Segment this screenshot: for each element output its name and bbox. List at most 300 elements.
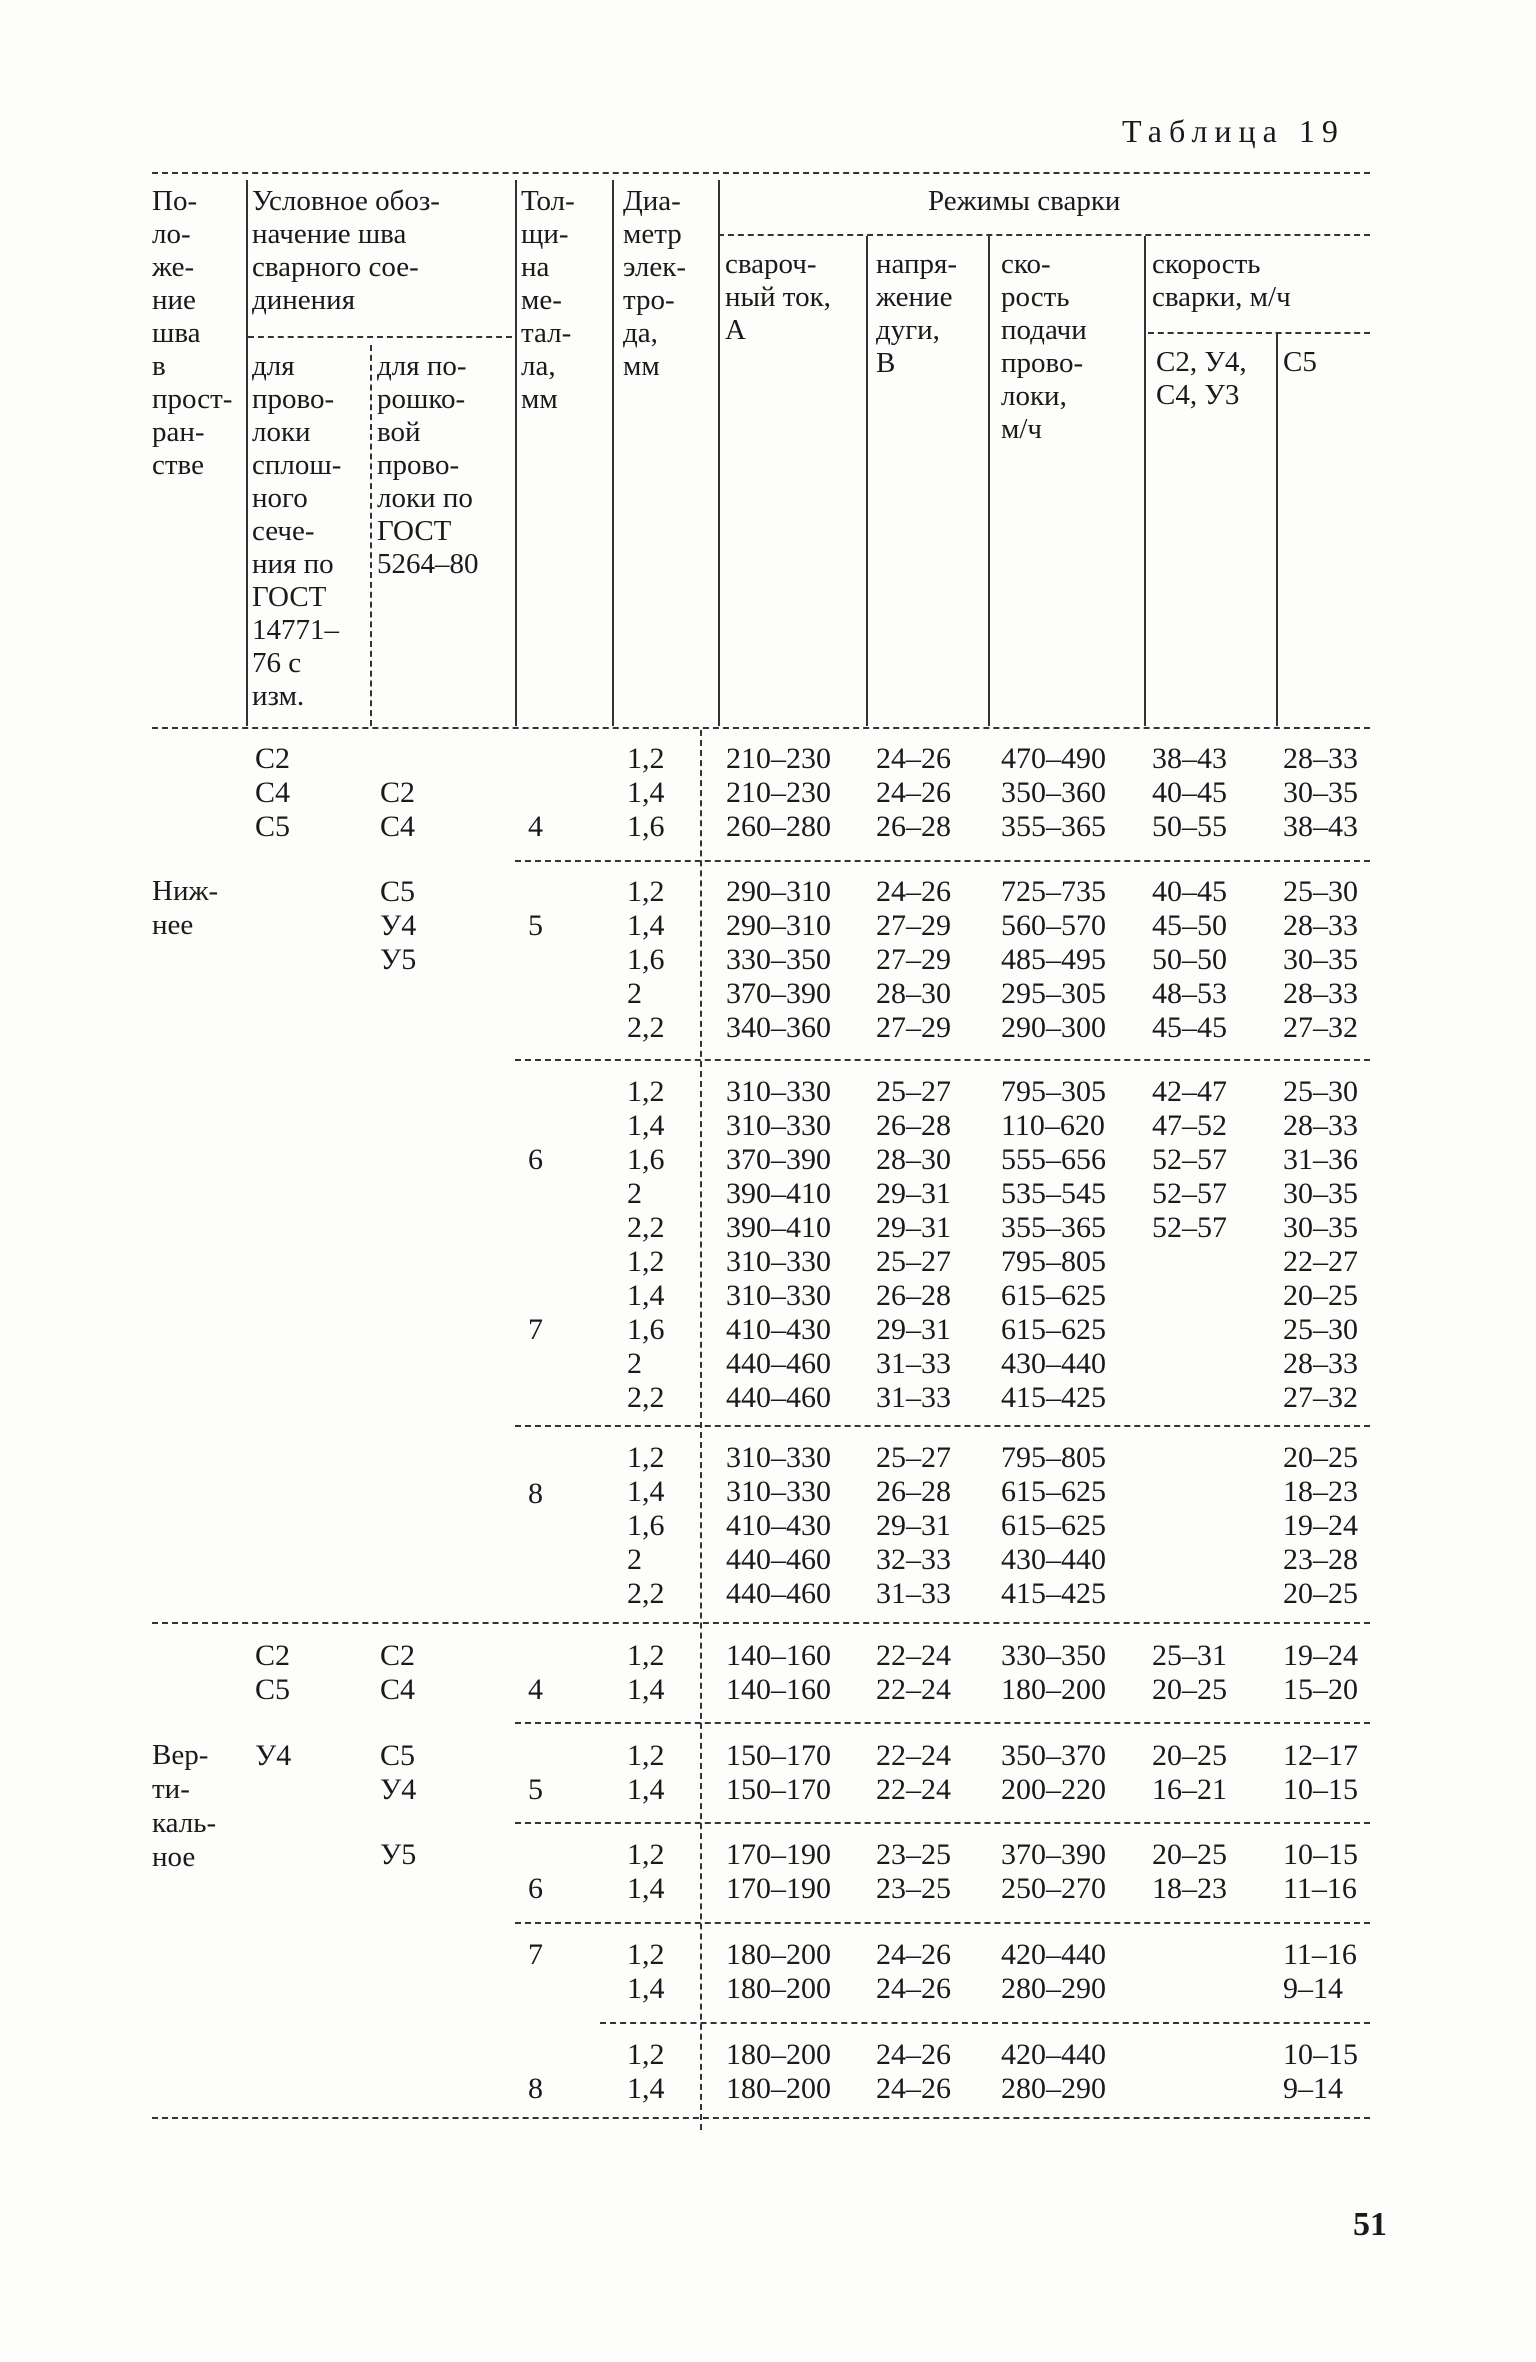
cell-diameter: 1,4 xyxy=(627,1773,665,1806)
cell-voltage: 25–27 xyxy=(876,1441,951,1474)
cell-diameter: 1,2 xyxy=(627,742,665,775)
header-diameter: мм xyxy=(623,350,660,382)
header-voltage: В xyxy=(876,347,896,379)
position-vertical: каль- xyxy=(152,1807,217,1839)
cell-voltage: 28–30 xyxy=(876,977,951,1010)
header-thickness: ла, xyxy=(521,350,556,382)
cell-feed: 795–805 xyxy=(1001,1245,1106,1278)
header-thickness: мм xyxy=(521,383,558,415)
cell-speed-b: 38–43 xyxy=(1283,810,1358,843)
header-rule-solid-flux xyxy=(370,345,372,726)
separator-vertical-8 xyxy=(600,2022,1370,2024)
header-position: ние xyxy=(152,284,196,316)
cell-feed: 470–490 xyxy=(1001,742,1106,775)
cell-speed-a: 20–25 xyxy=(1152,1739,1227,1772)
header-thickness: щи- xyxy=(521,218,569,250)
cell-diameter: 1,2 xyxy=(627,1075,665,1108)
cell-joint-solid: С2 xyxy=(255,742,291,775)
header-designation-divider xyxy=(248,336,512,338)
cell-current: 210–230 xyxy=(726,776,831,809)
cell-feed: 615–625 xyxy=(1001,1475,1106,1508)
cell-voltage: 24–26 xyxy=(876,875,951,908)
cell-speed-a: 18–23 xyxy=(1152,1872,1227,1905)
cell-speed-a: 20–25 xyxy=(1152,1838,1227,1871)
cell-current: 140–160 xyxy=(726,1639,831,1672)
cell-voltage: 31–33 xyxy=(876,1381,951,1414)
header-rule-feed xyxy=(988,236,990,726)
cell-speed-b: 10–15 xyxy=(1283,1773,1358,1806)
cell-speed-b: 19–24 xyxy=(1283,1509,1358,1542)
cell-current: 440–460 xyxy=(726,1347,831,1380)
cell-voltage: 23–25 xyxy=(876,1872,951,1905)
cell-voltage: 27–29 xyxy=(876,943,951,976)
header-speed-a: С4, У3 xyxy=(1156,379,1240,411)
header-diameter: Диа- xyxy=(623,185,681,217)
header-speed-a: С2, У4, xyxy=(1156,346,1247,378)
header-rule-modes xyxy=(718,180,720,726)
cell-speed-b: 28–33 xyxy=(1283,742,1358,775)
cell-thickness: 8 xyxy=(528,1477,543,1510)
cell-diameter: 1,2 xyxy=(627,875,665,908)
cell-current: 410–430 xyxy=(726,1509,831,1542)
cell-voltage: 27–29 xyxy=(876,909,951,942)
cell-voltage: 24–26 xyxy=(876,2038,951,2071)
cell-speed-b: 30–35 xyxy=(1283,943,1358,976)
cell-speed-b: 11–16 xyxy=(1283,1872,1357,1905)
cell-diameter: 1,2 xyxy=(627,1838,665,1871)
cell-feed: 290–300 xyxy=(1001,1011,1106,1044)
cell-diameter: 1,6 xyxy=(627,1143,665,1176)
cell-speed-b: 18–23 xyxy=(1283,1475,1358,1508)
cell-speed-a: 20–25 xyxy=(1152,1673,1227,1706)
header-solid-wire: ного xyxy=(252,482,308,514)
cell-current: 340–360 xyxy=(726,1011,831,1044)
header-position: стве xyxy=(152,449,204,481)
position-lower: нее xyxy=(152,909,194,941)
cell-thickness: 4 xyxy=(528,1673,543,1706)
header-rule-voltage xyxy=(866,236,868,726)
cell-speed-b: 10–15 xyxy=(1283,1838,1358,1871)
header-thickness: Тол- xyxy=(521,185,575,217)
cell-thickness: 6 xyxy=(528,1872,543,1905)
cell-speed-a: 50–55 xyxy=(1152,810,1227,843)
cell-current: 260–280 xyxy=(726,810,831,843)
table-top-rule xyxy=(152,172,1370,174)
header-modes-divider xyxy=(718,234,1370,236)
cell-joint-flux: У4 xyxy=(380,1773,417,1806)
cell-speed-b: 28–33 xyxy=(1283,1347,1358,1380)
cell-feed: 420–440 xyxy=(1001,1938,1106,1971)
cell-current: 310–330 xyxy=(726,1475,831,1508)
cell-diameter: 1,6 xyxy=(627,1509,665,1542)
cell-speed-b: 25–30 xyxy=(1283,1313,1358,1346)
cell-voltage: 22–24 xyxy=(876,1673,951,1706)
cell-diameter: 2,2 xyxy=(627,1381,665,1414)
cell-speed-b: 30–35 xyxy=(1283,776,1358,809)
cell-feed: 795–305 xyxy=(1001,1075,1106,1108)
cell-feed: 350–370 xyxy=(1001,1739,1106,1772)
cell-voltage: 26–28 xyxy=(876,1475,951,1508)
header-speed-b: С5 xyxy=(1283,346,1317,378)
header-rule-diameter xyxy=(612,180,614,726)
cell-speed-b: 15–20 xyxy=(1283,1673,1358,1706)
cell-voltage: 25–27 xyxy=(876,1075,951,1108)
cell-voltage: 29–31 xyxy=(876,1313,951,1346)
header-voltage: дуги, xyxy=(876,314,940,346)
header-solid-wire: 76 с xyxy=(252,647,302,679)
body-rule-diameter xyxy=(700,730,702,2130)
cell-speed-b: 27–32 xyxy=(1283,1381,1358,1414)
cell-speed-b: 28–33 xyxy=(1283,977,1358,1010)
cell-voltage: 29–31 xyxy=(876,1509,951,1542)
cell-feed: 535–545 xyxy=(1001,1177,1106,1210)
cell-diameter: 2,2 xyxy=(627,1011,665,1044)
cell-voltage: 22–24 xyxy=(876,1773,951,1806)
cell-speed-a: 48–53 xyxy=(1152,977,1227,1010)
cell-voltage: 26–28 xyxy=(876,1279,951,1312)
cell-feed: 280–290 xyxy=(1001,2072,1106,2105)
table-title: Таблица 19 xyxy=(1122,113,1345,149)
cell-speed-a: 45–45 xyxy=(1152,1011,1227,1044)
header-designation: динения xyxy=(252,284,356,316)
cell-speed-a: 42–47 xyxy=(1152,1075,1227,1108)
cell-speed-b: 28–33 xyxy=(1283,1109,1358,1142)
header-speed: сварки, м/ч xyxy=(1152,281,1291,313)
cell-speed-b: 25–30 xyxy=(1283,1075,1358,1108)
header-voltage: напря- xyxy=(876,248,958,280)
cell-speed-a: 52–57 xyxy=(1152,1211,1227,1244)
header-flux-wire: прово- xyxy=(377,449,460,481)
header-position: прост- xyxy=(152,383,233,415)
cell-current: 440–460 xyxy=(726,1577,831,1610)
cell-voltage: 22–24 xyxy=(876,1639,951,1672)
cell-feed: 200–220 xyxy=(1001,1773,1106,1806)
cell-feed: 295–305 xyxy=(1001,977,1106,1010)
cell-voltage: 26–28 xyxy=(876,810,951,843)
cell-feed: 420–440 xyxy=(1001,2038,1106,2071)
header-position: ло- xyxy=(152,218,191,250)
cell-feed: 415–425 xyxy=(1001,1577,1106,1610)
cell-feed: 350–360 xyxy=(1001,776,1106,809)
header-feed: рость xyxy=(1001,281,1070,313)
cell-diameter: 1,4 xyxy=(627,1972,665,2005)
cell-feed: 430–440 xyxy=(1001,1347,1106,1380)
cell-feed: 430–440 xyxy=(1001,1543,1106,1576)
header-feed: ско- xyxy=(1001,248,1051,280)
cell-speed-b: 28–33 xyxy=(1283,909,1358,942)
cell-speed-b: 30–35 xyxy=(1283,1177,1358,1210)
cell-current: 310–330 xyxy=(726,1109,831,1142)
cell-joint-flux: С5 xyxy=(380,875,416,908)
cell-feed: 355–365 xyxy=(1001,810,1106,843)
header-solid-wire: прово- xyxy=(252,383,335,415)
header-thickness: ме- xyxy=(521,284,562,316)
table-bottom-rule xyxy=(152,2117,1370,2119)
header-flux-wire: вой xyxy=(377,416,421,448)
cell-speed-b: 9–14 xyxy=(1283,2072,1343,2105)
cell-feed: 355–365 xyxy=(1001,1211,1106,1244)
cell-speed-b: 11–16 xyxy=(1283,1938,1357,1971)
cell-diameter: 1,2 xyxy=(627,1245,665,1278)
header-solid-wire: изм. xyxy=(252,680,305,712)
separator-lower-6 xyxy=(515,1059,1370,1061)
header-position: шва xyxy=(152,317,201,349)
position-lower: Ниж- xyxy=(152,875,219,907)
cell-current: 310–330 xyxy=(726,1245,831,1278)
header-flux-wire: ГОСТ xyxy=(377,515,452,547)
header-diameter: метр xyxy=(623,218,682,250)
cell-thickness: 6 xyxy=(528,1143,543,1176)
cell-speed-b: 10–15 xyxy=(1283,2038,1358,2071)
cell-joint-flux: С2 xyxy=(380,1639,416,1672)
header-rule-designation xyxy=(246,180,248,726)
cell-diameter: 2,2 xyxy=(627,1577,665,1610)
header-position: По- xyxy=(152,185,198,217)
cell-speed-b: 20–25 xyxy=(1283,1577,1358,1610)
separator-vertical-section xyxy=(152,1622,1370,1624)
cell-joint-flux: С4 xyxy=(380,810,416,843)
cell-current: 180–200 xyxy=(726,1938,831,1971)
position-vertical: ное xyxy=(152,1841,196,1873)
cell-thickness: 4 xyxy=(528,810,543,843)
cell-joint-solid: У4 xyxy=(255,1739,292,1772)
cell-current: 290–310 xyxy=(726,909,831,942)
cell-current: 210–230 xyxy=(726,742,831,775)
cell-voltage: 23–25 xyxy=(876,1838,951,1871)
header-flux-wire: 5264–80 xyxy=(377,548,479,580)
separator-lower-8 xyxy=(515,1425,1370,1427)
header-diameter: элек- xyxy=(623,251,687,283)
separator-vertical-6 xyxy=(515,1822,1370,1824)
cell-diameter: 1,2 xyxy=(627,1441,665,1474)
cell-current: 310–330 xyxy=(726,1075,831,1108)
cell-speed-a: 52–57 xyxy=(1152,1143,1227,1176)
cell-current: 180–200 xyxy=(726,2072,831,2105)
header-current: ный ток, xyxy=(725,281,831,313)
cell-diameter: 1,4 xyxy=(627,2072,665,2105)
cell-speed-a: 40–45 xyxy=(1152,875,1227,908)
cell-diameter: 1,4 xyxy=(627,1109,665,1142)
header-position: же- xyxy=(152,251,195,283)
cell-diameter: 1,2 xyxy=(627,2038,665,2071)
header-designation: начение шва xyxy=(252,218,407,250)
header-feed: м/ч xyxy=(1001,413,1042,445)
header-feed: прово- xyxy=(1001,347,1084,379)
header-solid-wire: 14771– xyxy=(252,614,339,646)
position-vertical: Вер- xyxy=(152,1739,209,1771)
cell-voltage: 29–31 xyxy=(876,1177,951,1210)
cell-speed-a: 52–57 xyxy=(1152,1177,1227,1210)
cell-feed: 415–425 xyxy=(1001,1381,1106,1414)
cell-diameter: 2 xyxy=(627,977,642,1010)
cell-diameter: 1,6 xyxy=(627,943,665,976)
cell-voltage: 28–30 xyxy=(876,1143,951,1176)
cell-current: 170–190 xyxy=(726,1838,831,1871)
cell-speed-b: 20–25 xyxy=(1283,1279,1358,1312)
cell-thickness: 5 xyxy=(528,1773,543,1806)
cell-feed: 110–620 xyxy=(1001,1109,1105,1142)
cell-feed: 615–625 xyxy=(1001,1279,1106,1312)
cell-voltage: 25–27 xyxy=(876,1245,951,1278)
cell-feed: 280–290 xyxy=(1001,1972,1106,2005)
header-rule-speed-b xyxy=(1276,334,1278,726)
header-current: свароч- xyxy=(725,248,817,280)
cell-joint-solid: С5 xyxy=(255,1673,291,1706)
cell-voltage: 24–26 xyxy=(876,1972,951,2005)
cell-voltage: 24–26 xyxy=(876,776,951,809)
cell-speed-a: 50–50 xyxy=(1152,943,1227,976)
cell-voltage: 24–26 xyxy=(876,2072,951,2105)
header-flux-wire: рошко- xyxy=(377,383,466,415)
header-thickness: на xyxy=(521,251,550,283)
cell-voltage: 31–33 xyxy=(876,1347,951,1380)
cell-joint-flux: С4 xyxy=(380,1673,416,1706)
cell-voltage: 32–33 xyxy=(876,1543,951,1576)
cell-joint-flux: У5 xyxy=(380,1838,417,1871)
cell-feed: 250–270 xyxy=(1001,1872,1106,1905)
header-flux-wire: локи по xyxy=(377,482,473,514)
cell-current: 180–200 xyxy=(726,1972,831,2005)
cell-diameter: 1,2 xyxy=(627,1739,665,1772)
cell-feed: 615–625 xyxy=(1001,1509,1106,1542)
cell-joint-flux: С2 xyxy=(380,776,416,809)
cell-current: 150–170 xyxy=(726,1773,831,1806)
cell-current: 140–160 xyxy=(726,1673,831,1706)
cell-speed-b: 27–32 xyxy=(1283,1011,1358,1044)
cell-voltage: 24–26 xyxy=(876,742,951,775)
header-feed: подачи xyxy=(1001,314,1087,346)
cell-thickness: 7 xyxy=(528,1938,543,1971)
cell-current: 290–310 xyxy=(726,875,831,908)
cell-diameter: 1,2 xyxy=(627,1938,665,1971)
cell-diameter: 2 xyxy=(627,1543,642,1576)
cell-current: 330–350 xyxy=(726,943,831,976)
cell-current: 370–390 xyxy=(726,1143,831,1176)
cell-thickness: 8 xyxy=(528,2072,543,2105)
cell-current: 370–390 xyxy=(726,977,831,1010)
cell-voltage: 22–24 xyxy=(876,1739,951,1772)
cell-voltage: 27–29 xyxy=(876,1011,951,1044)
cell-voltage: 26–28 xyxy=(876,1109,951,1142)
header-solid-wire: локи xyxy=(252,416,311,448)
position-vertical: ти- xyxy=(152,1773,190,1805)
cell-diameter: 2,2 xyxy=(627,1211,665,1244)
cell-current: 390–410 xyxy=(726,1177,831,1210)
header-bottom-rule xyxy=(152,727,1370,729)
header-current: А xyxy=(725,314,746,346)
cell-diameter: 1,4 xyxy=(627,1872,665,1905)
cell-diameter: 1,4 xyxy=(627,776,665,809)
cell-current: 440–460 xyxy=(726,1543,831,1576)
cell-current: 440–460 xyxy=(726,1381,831,1414)
cell-diameter: 1,4 xyxy=(627,909,665,942)
cell-thickness: 7 xyxy=(528,1313,543,1346)
header-designation: сварного сое- xyxy=(252,251,419,283)
header-flux-wire: для по- xyxy=(377,350,467,382)
cell-speed-b: 9–14 xyxy=(1283,1972,1343,2005)
cell-speed-a: 25–31 xyxy=(1152,1639,1227,1672)
cell-current: 180–200 xyxy=(726,2038,831,2071)
cell-speed-a: 40–45 xyxy=(1152,776,1227,809)
header-solid-wire: сплош- xyxy=(252,449,342,481)
header-position: в xyxy=(152,350,166,382)
cell-speed-b: 31–36 xyxy=(1283,1143,1358,1176)
header-feed: локи, xyxy=(1001,380,1067,412)
cell-voltage: 31–33 xyxy=(876,1577,951,1610)
header-modes: Режимы сварки xyxy=(928,185,1121,217)
cell-current: 310–330 xyxy=(726,1279,831,1312)
cell-feed: 180–200 xyxy=(1001,1673,1106,1706)
cell-joint-solid: С4 xyxy=(255,776,291,809)
header-solid-wire: ГОСТ xyxy=(252,581,327,613)
cell-joint-flux: С5 xyxy=(380,1739,416,1772)
cell-diameter: 1,2 xyxy=(627,1639,665,1672)
cell-speed-a: 16–21 xyxy=(1152,1773,1227,1806)
cell-feed: 485–495 xyxy=(1001,943,1106,976)
cell-diameter: 1,4 xyxy=(627,1475,665,1508)
cell-joint-solid: С2 xyxy=(255,1639,291,1672)
cell-diameter: 1,6 xyxy=(627,1313,665,1346)
cell-current: 310–330 xyxy=(726,1441,831,1474)
cell-current: 150–170 xyxy=(726,1739,831,1772)
cell-speed-b: 20–25 xyxy=(1283,1441,1358,1474)
cell-joint-flux: У5 xyxy=(380,943,417,976)
cell-speed-b: 25–30 xyxy=(1283,875,1358,908)
header-thickness: тал- xyxy=(521,317,572,349)
cell-speed-b: 23–28 xyxy=(1283,1543,1358,1576)
cell-feed: 615–625 xyxy=(1001,1313,1106,1346)
header-solid-wire: сече- xyxy=(252,515,315,547)
header-diameter: тро- xyxy=(623,284,675,316)
cell-feed: 555–656 xyxy=(1001,1143,1106,1176)
header-solid-wire: ния по xyxy=(252,548,334,580)
header-rule-thickness xyxy=(515,180,517,726)
cell-speed-a: 38–43 xyxy=(1152,742,1227,775)
cell-feed: 795–805 xyxy=(1001,1441,1106,1474)
separator-lower-5 xyxy=(515,860,1370,862)
header-voltage: жение xyxy=(876,281,953,313)
header-speed-divider xyxy=(1148,332,1370,334)
cell-diameter: 2 xyxy=(627,1177,642,1210)
cell-speed-b: 30–35 xyxy=(1283,1211,1358,1244)
cell-diameter: 2 xyxy=(627,1347,642,1380)
cell-speed-b: 19–24 xyxy=(1283,1639,1358,1672)
cell-diameter: 1,4 xyxy=(627,1673,665,1706)
header-designation: Условное обоз- xyxy=(252,185,440,217)
cell-feed: 330–350 xyxy=(1001,1639,1106,1672)
cell-joint-solid: С5 xyxy=(255,810,291,843)
cell-feed: 560–570 xyxy=(1001,909,1106,942)
cell-voltage: 29–31 xyxy=(876,1211,951,1244)
cell-diameter: 1,4 xyxy=(627,1279,665,1312)
header-rule-speed xyxy=(1144,236,1146,726)
cell-speed-a: 45–50 xyxy=(1152,909,1227,942)
cell-joint-flux: У4 xyxy=(380,909,417,942)
cell-speed-b: 22–27 xyxy=(1283,1245,1358,1278)
page-number: 51 xyxy=(1353,2206,1387,2243)
cell-thickness: 5 xyxy=(528,909,543,942)
cell-current: 410–430 xyxy=(726,1313,831,1346)
cell-speed-a: 47–52 xyxy=(1152,1109,1227,1142)
cell-diameter: 1,6 xyxy=(627,810,665,843)
separator-vertical-5 xyxy=(515,1722,1370,1724)
cell-feed: 370–390 xyxy=(1001,1838,1106,1871)
header-diameter: да, xyxy=(623,317,658,349)
cell-speed-b: 12–17 xyxy=(1283,1739,1358,1772)
header-speed: скорость xyxy=(1152,248,1261,280)
cell-feed: 725–735 xyxy=(1001,875,1106,908)
cell-current: 170–190 xyxy=(726,1872,831,1905)
